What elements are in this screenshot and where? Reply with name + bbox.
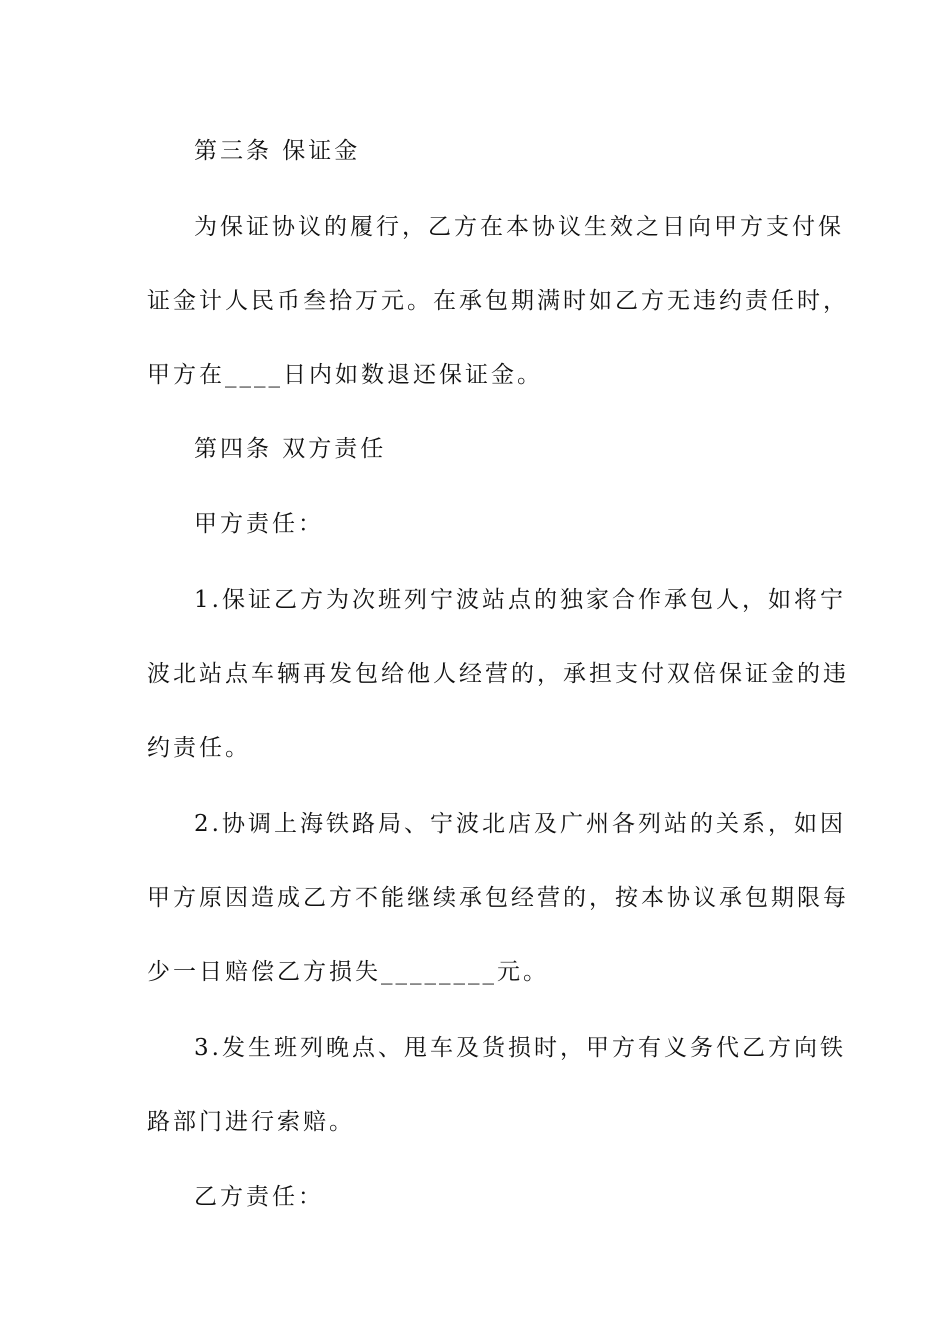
party-a-heading: 甲方责任： xyxy=(194,511,324,537)
paragraph-line: 甲方原因造成乙方不能继续承包经营的，按本协议承包期限每 xyxy=(147,885,849,911)
paragraph-line: 3.发生班列晚点、甩车及货损时，甲方有义务代乙方向铁 xyxy=(194,1035,846,1061)
paragraph-line: 约责任。 xyxy=(147,735,251,761)
paragraph-line: 为保证协议的履行，乙方在本协议生效之日向甲方支付保 xyxy=(194,214,844,240)
paragraph-line: 甲方在____日内如数退还保证金。 xyxy=(147,362,543,388)
article-3-heading: 第三条 保证金 xyxy=(194,138,361,164)
paragraph-line: 2.协调上海铁路局、宁波北店及广州各列站的关系，如因 xyxy=(194,811,846,837)
paragraph-line: 路部门进行索赔。 xyxy=(147,1109,355,1135)
article-4-heading: 第四条 双方责任 xyxy=(194,436,387,462)
paragraph-line: 波北站点车辆再发包给他人经营的，承担支付双倍保证金的违 xyxy=(147,661,849,687)
paragraph-line: 证金计人民币叁拾万元。在承包期满时如乙方无违约责任时， xyxy=(147,288,849,314)
paragraph-line: 1.保证乙方为次班列宁波站点的独家合作承包人，如将宁 xyxy=(194,587,846,613)
paragraph-line: 少一日赔偿乙方损失________元。 xyxy=(147,959,549,985)
party-b-heading: 乙方责任： xyxy=(194,1184,324,1210)
